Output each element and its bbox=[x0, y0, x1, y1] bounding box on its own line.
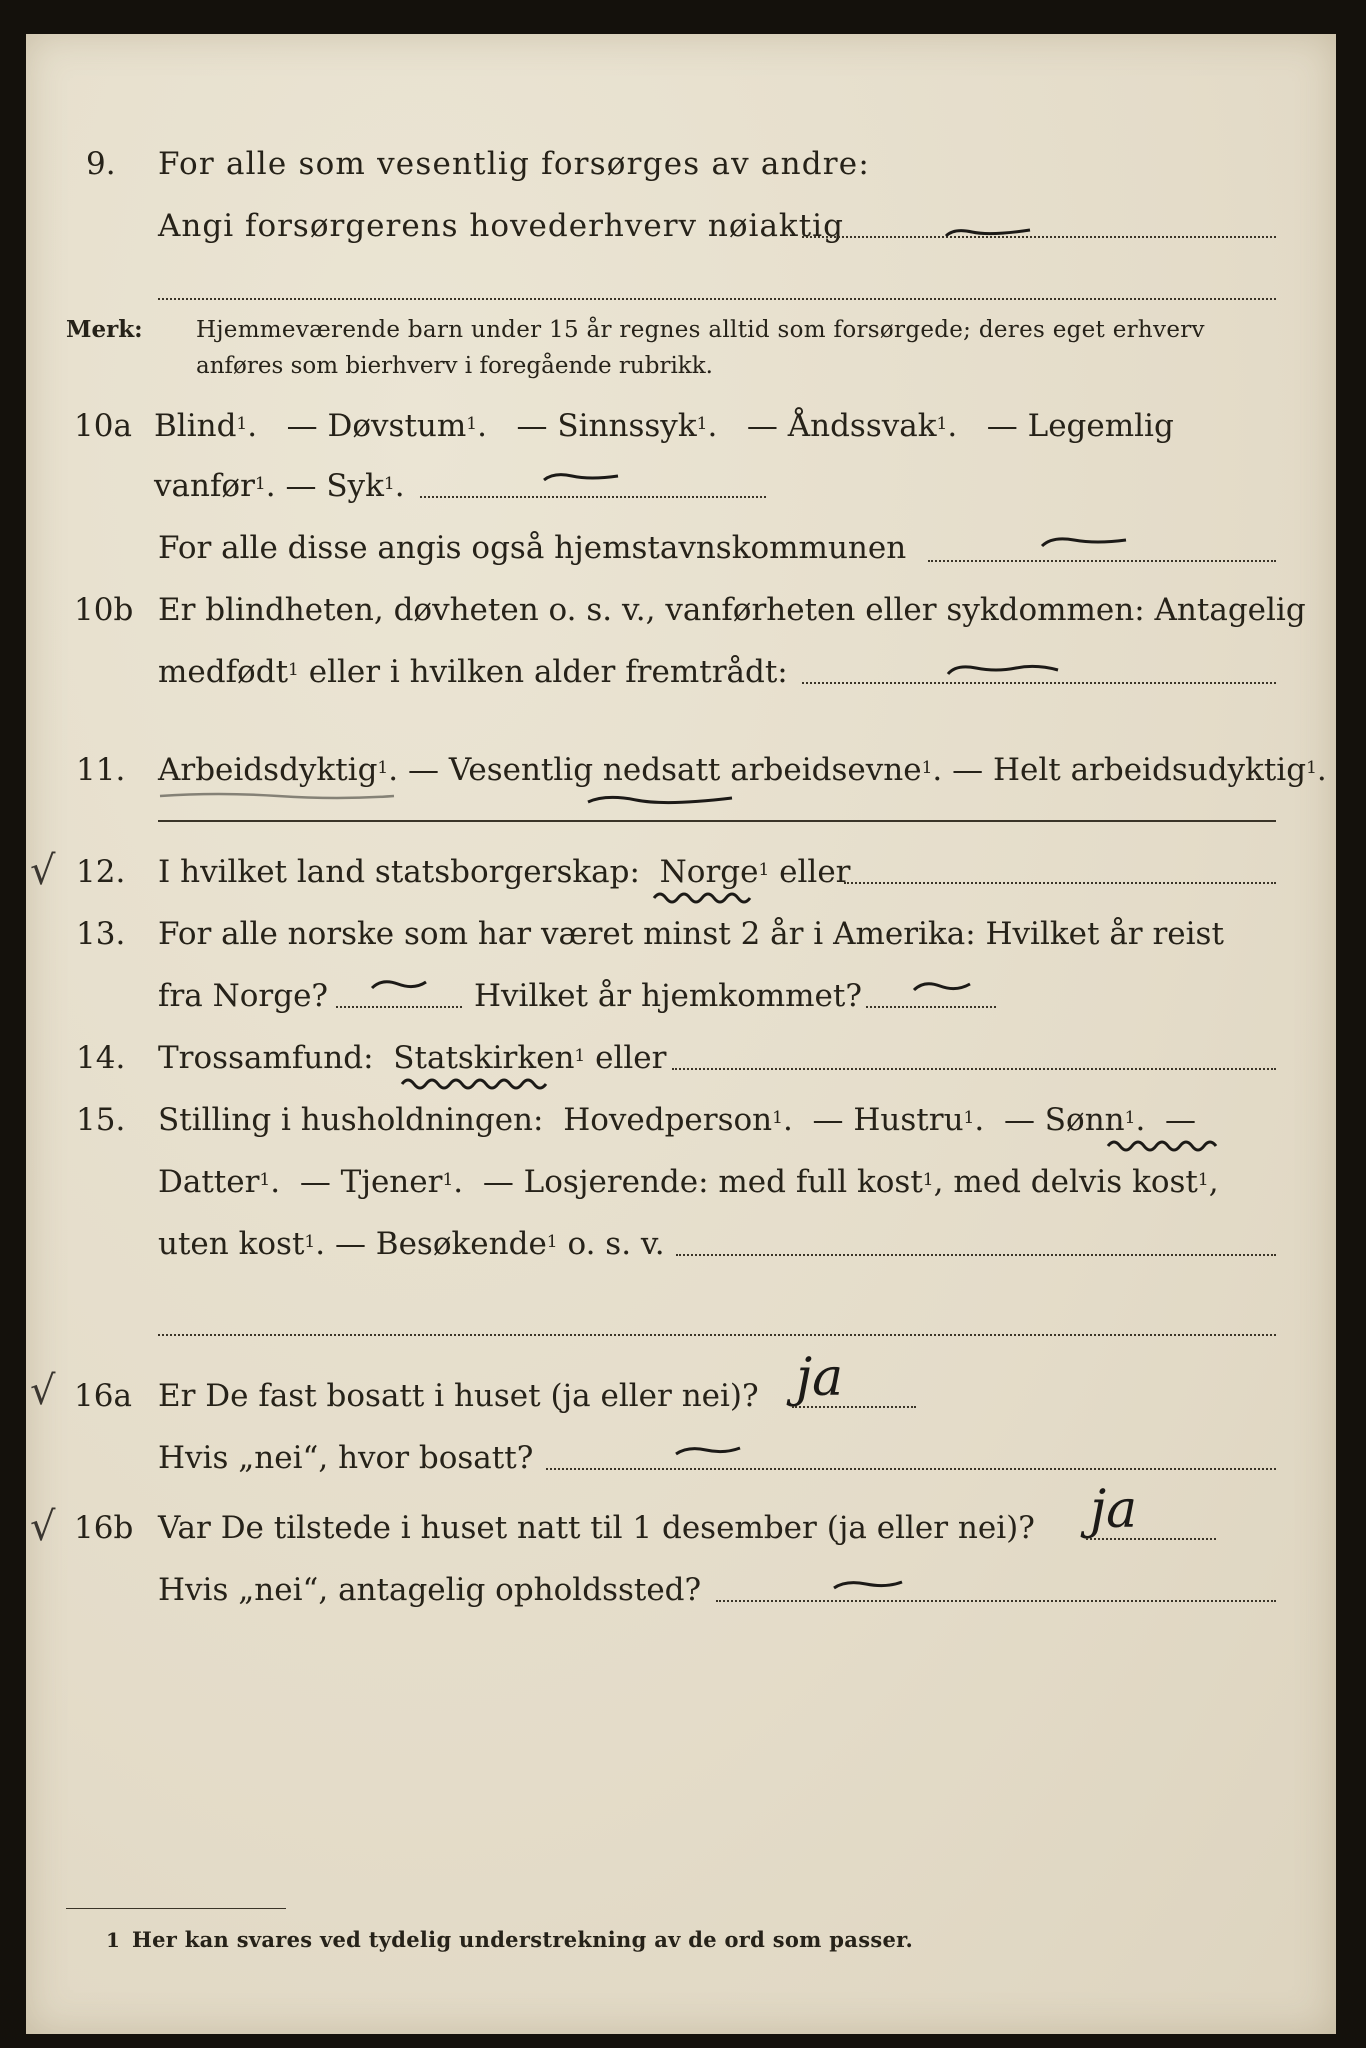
census-form-page bbox=[26, 34, 1336, 2034]
option-andssvak: — Åndssvak bbox=[746, 408, 937, 444]
q16b-number: 16b bbox=[74, 1510, 134, 1546]
option-delvis-kost: , med delvis kost bbox=[933, 1164, 1198, 1200]
dash-mark-q9 bbox=[944, 224, 1034, 244]
q13-line1: For alle norske som har været minst 2 år i Amerika: Hvilket år reist bbox=[158, 916, 1224, 952]
q14-answer-line bbox=[672, 1068, 1276, 1070]
q13-fra-norge: fra Norge? bbox=[158, 978, 329, 1014]
q16b-opholdssted-answer-line bbox=[716, 1600, 1276, 1602]
option-blind: Blind bbox=[154, 408, 237, 444]
option-vanfor: vanfør bbox=[154, 468, 255, 504]
footnote-rule bbox=[66, 1908, 286, 1909]
q15-answer-line-2 bbox=[158, 1334, 1276, 1336]
option-hustru: — Hustru bbox=[812, 1102, 964, 1138]
option-helt-udyktig: — Helt arbeidsudyktig bbox=[952, 752, 1307, 788]
option-vesentlig-nedsatt: — Vesentlig nedsatt arbeidsevne bbox=[407, 752, 922, 788]
q16a-number: 16a bbox=[74, 1378, 132, 1414]
q10b-number: 10b bbox=[74, 592, 134, 628]
underline-arbeidsdyktig bbox=[158, 788, 398, 804]
check-mark-q16a: √ bbox=[30, 1368, 56, 1414]
q12-answer-line bbox=[844, 882, 1276, 884]
option-syk: — Syk bbox=[285, 468, 384, 504]
q10a-line1: Blind$^1$. — Døvstum$^1$. — Sinnssyk$^1$. — Åndssvak$^1$. — Legemlig bbox=[154, 408, 1174, 444]
q14-number: 14. bbox=[76, 1040, 126, 1076]
q10a-answer-line bbox=[420, 496, 766, 498]
q16b-line2: Hvis „nei“, antagelig opholdssted? bbox=[158, 1572, 702, 1608]
merk-line2: anføres som bierhverv i foregående rubrikk. bbox=[196, 353, 713, 379]
q9-line1: For alle som vesentlig forsørges av andre: bbox=[158, 146, 870, 182]
q15-answer-line bbox=[676, 1254, 1276, 1256]
option-tjener: — Tjener bbox=[299, 1164, 443, 1200]
option-sonn: — Sønn bbox=[1003, 1102, 1125, 1138]
dash-mark-q13a bbox=[370, 976, 430, 994]
dash-mark-q10a-2 bbox=[1040, 532, 1130, 552]
option-sinnssyk: — Sinnssyk bbox=[516, 408, 697, 444]
q16a-bosatt-answer-line bbox=[546, 1468, 1276, 1470]
q9-answer-line-2 bbox=[158, 298, 1276, 300]
dash-mark-q11 bbox=[586, 790, 736, 810]
footnote-text: Her kan svares ved tydelig understrekning av de ord som passer. bbox=[132, 1927, 914, 1952]
q11-rule bbox=[158, 820, 1276, 822]
dash-mark-q16a bbox=[674, 1442, 744, 1460]
option-hovedperson: Hovedperson bbox=[563, 1102, 773, 1138]
dash-mark-q10a bbox=[542, 468, 622, 488]
q11-number: 11. bbox=[76, 752, 126, 788]
footnote-mark: 1 bbox=[106, 1928, 120, 1952]
option-arbeidsdyktig: Arbeidsdyktig bbox=[158, 752, 378, 788]
merk-label: Merk: bbox=[66, 316, 143, 343]
underline-statskirken bbox=[400, 1076, 560, 1092]
option-medfodt: medfødt bbox=[158, 654, 289, 690]
dash-mark-q10b bbox=[946, 658, 1062, 682]
option-statskirken: Statskirken bbox=[393, 1040, 575, 1076]
merk-line1: Hjemmeværende barn under 15 år regnes alltid som forsørgede; deres eget erhverv bbox=[196, 317, 1205, 343]
q10a-number: 10a bbox=[74, 408, 132, 444]
q13-hjemkommet-answer-line bbox=[866, 1006, 996, 1008]
underline-norge bbox=[652, 890, 752, 906]
q12-number: 12. bbox=[76, 854, 126, 890]
q10a-line3: For alle disse angis også hjemstavnskommunen bbox=[158, 530, 907, 566]
q15-line1: Stilling i husholdningen: Hovedperson$^1$. — Hustru$^1$. — Sønn$^1$. — bbox=[158, 1102, 1197, 1138]
q10b-line2: medfødt$^1$ eller i hvilken alder fremtrådt: bbox=[158, 654, 788, 690]
q15-number: 15. bbox=[76, 1102, 126, 1138]
q10b-line1: Er blindheten, døvheten o. s. v., vanførheten eller sykdommen: Antagelig bbox=[158, 592, 1306, 628]
option-besokende: — Besøkende bbox=[334, 1226, 547, 1262]
q16a-answer-line bbox=[792, 1406, 916, 1408]
option-losjerende-full-kost: — Losjerende: med full kost bbox=[482, 1164, 923, 1200]
q11-line: Arbeidsdyktig$^1$. — Vesentlig nedsatt arbeidsevne$^1$. — Helt arbeidsudyktig$^1$. bbox=[158, 752, 1327, 788]
q16b-handwritten-answer: ja bbox=[1090, 1480, 1138, 1540]
option-uten-kost: uten kost bbox=[158, 1226, 305, 1262]
q9-answer-line bbox=[802, 236, 1276, 238]
option-legemlig: — Legemlig bbox=[986, 408, 1174, 444]
q12-line: I hvilket land statsborgerskap: Norge$^1$ eller bbox=[158, 854, 851, 890]
option-datter: Datter bbox=[158, 1164, 260, 1200]
check-mark-q16b: √ bbox=[30, 1504, 56, 1550]
q9-number: 9. bbox=[86, 146, 116, 182]
underline-sonn bbox=[1106, 1138, 1226, 1154]
q13-hjemkommet: Hvilket år hjemkommet? bbox=[474, 978, 862, 1014]
q16a-line2: Hvis „nei“, hvor bosatt? bbox=[158, 1440, 534, 1476]
option-norge: Norge bbox=[659, 854, 759, 890]
q10b-answer-line bbox=[802, 682, 1276, 684]
check-mark-q12: √ bbox=[30, 848, 56, 894]
q16a-line1: Er De fast bosatt i huset (ja eller nei)? bbox=[158, 1378, 759, 1414]
dash-mark-q13b bbox=[912, 978, 974, 996]
dash-mark-q16b bbox=[832, 1576, 906, 1594]
q9-line2: Angi forsørgerens hovederhverv nøiaktig bbox=[158, 208, 844, 244]
q16b-line1: Var De tilstede i huset natt til 1 desember (ja eller nei)? bbox=[158, 1510, 1035, 1546]
q14-line: Trossamfund: Statskirken$^1$ eller bbox=[158, 1040, 667, 1076]
q10a-line2: vanfør$^1$. — Syk$^1$. bbox=[154, 468, 405, 504]
q16a-handwritten-answer: ja bbox=[796, 1348, 844, 1408]
q13-reist-answer-line bbox=[336, 1006, 462, 1008]
q13-number: 13. bbox=[76, 916, 126, 952]
q15-line3: uten kost$^1$. — Besøkende$^1$ o. s. v. bbox=[158, 1226, 665, 1262]
q15-line2: Datter$^1$. — Tjener$^1$. — Losjerende: med full kost$^1$, med delvis kost$^1$, bbox=[158, 1164, 1219, 1200]
option-dovstum: — Døvstum bbox=[286, 408, 467, 444]
q10a-line3-answer bbox=[928, 560, 1276, 562]
q16b-answer-line bbox=[1086, 1538, 1216, 1540]
